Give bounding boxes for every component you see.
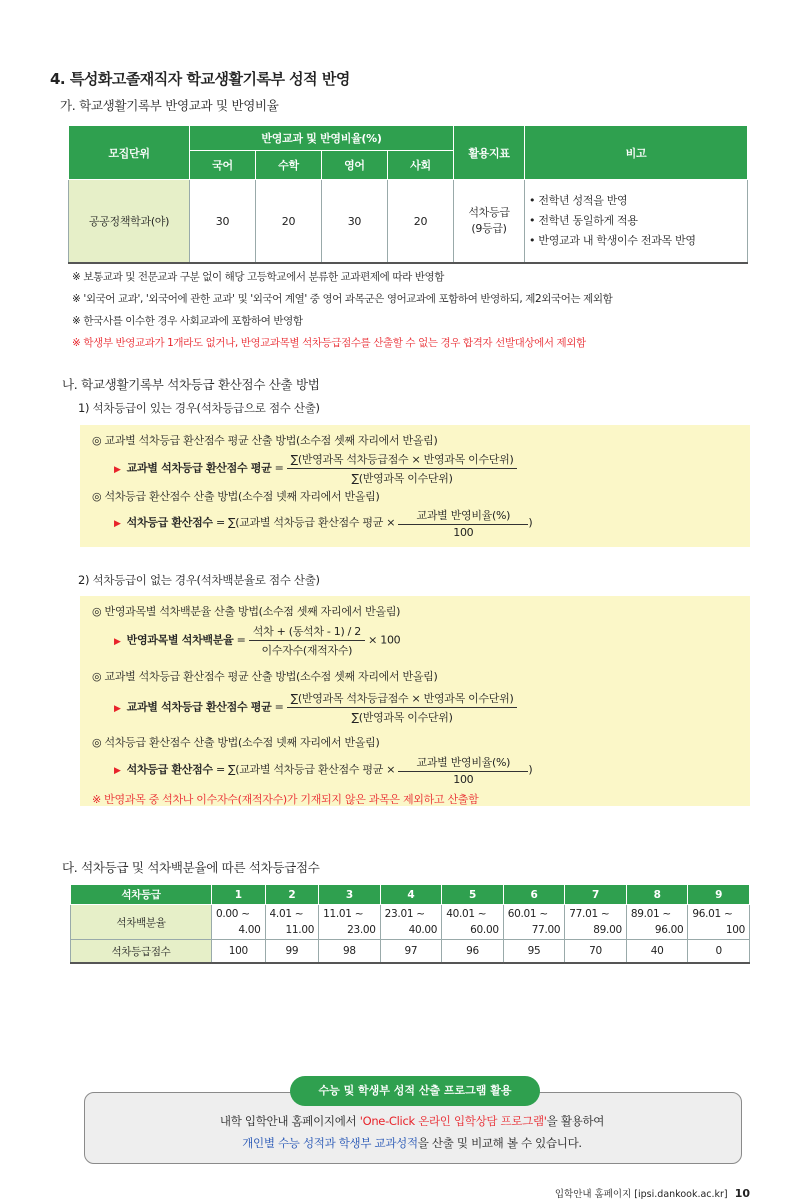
grade-6: 6 (503, 885, 565, 905)
score-cell: 0 (688, 940, 750, 964)
equals-sign: = (215, 516, 225, 529)
case1-box (80, 425, 750, 547)
section-ga-title: 가. 학교생활기록부 반영교과 및 반영비율 (60, 98, 279, 113)
pct-to: 11.00 (285, 924, 315, 936)
header-math: 수학 (255, 151, 321, 180)
header-remark: 비고 (525, 126, 748, 180)
equals-sign: = (274, 700, 284, 714)
case2-box (80, 596, 750, 806)
pct-cell (503, 905, 565, 940)
promo-l2-a: 개인별 수능 성적과 학생부 교과성적 (242, 1136, 418, 1150)
pct-from: 23.01 ~ (384, 908, 425, 920)
grade-9: 9 (688, 885, 750, 905)
header-grade: 석차등급 (71, 885, 212, 905)
score-cell: 40 (626, 940, 688, 964)
grade-5: 5 (442, 885, 504, 905)
case1-conv-method: ◎ 석차등급 환산점수 산출 방법(소수점 넷째 자리에서 반올림) (92, 490, 380, 503)
header-social: 사회 (387, 151, 453, 180)
header-subjects: 반영교과 및 반영비율(%) (190, 126, 454, 151)
section-na-title: 나. 학교생활기록부 석차등급 환산점수 산출 방법 (62, 377, 320, 392)
page-footer (555, 1186, 750, 1200)
promo-line-2 (84, 1132, 740, 1154)
triangle-icon: ▶ (114, 464, 121, 475)
avg-numerator: ∑(반영과목 석차등급점수 × 반영과목 이수단위) (287, 451, 518, 469)
row-label-score: 석차등급점수 (71, 940, 212, 964)
promo-title-pill: 수능 및 학생부 성적 산출 프로그램 활용 (290, 1076, 540, 1106)
ratio-math: 20 (255, 180, 321, 264)
score-cell: 99 (265, 940, 319, 964)
conv-sum: ∑(교과별 석차등급 환산점수 평균 × (228, 763, 396, 776)
index-line-1: 석차등급 (468, 206, 510, 219)
triangle-icon: ▶ (114, 766, 121, 776)
pct-from: 11.01 ~ (323, 908, 364, 920)
triangle-icon: ▶ (114, 636, 121, 647)
ratio-korean: 30 (190, 180, 256, 264)
grade-1: 1 (212, 885, 266, 905)
case1-title: 1) 석차등급이 있는 경우(석차등급으로 점수 산출) (78, 401, 320, 415)
equals-sign: = (274, 461, 284, 475)
avg-denominator: ∑(반영과목 이수단위) (351, 472, 453, 485)
grade-2: 2 (265, 885, 319, 905)
unit-cell: 공공정책학과(야) (69, 180, 190, 264)
remark-1: • 전학년 성적을 반영 (529, 194, 628, 207)
pct-to: 100 (725, 924, 745, 936)
pct-to: 77.00 (531, 924, 561, 936)
case1-conv-formula (114, 507, 532, 539)
case2-title: 2) 석차등급이 없는 경우(석차백분율로 점수 산출) (78, 573, 320, 587)
score-cell: 97 (380, 940, 442, 964)
promo-line-1 (84, 1110, 740, 1132)
header-index: 활용지표 (454, 126, 525, 180)
pct-cell (265, 905, 319, 940)
note-1: ※ 보통교과 및 전문교과 구분 없이 해당 고등학교에서 분류한 교과편제에 따라 반영함 (72, 271, 444, 283)
case2-avg-formula (114, 690, 517, 725)
case2-conv-formula (114, 754, 532, 786)
grade-4: 4 (380, 885, 442, 905)
score-cell: 95 (503, 940, 565, 964)
pct-from: 0.00 ~ (216, 908, 250, 920)
case2-note: ※ 반영과목 중 석차나 이수자수(재적자수)가 기재되지 않은 과목은 제외하고 산출함 (92, 793, 479, 806)
equals-sign: = (215, 763, 225, 776)
pct-to: 4.00 (238, 924, 261, 936)
note-2: ※ '외국어 교과', '외국어에 관한 교과' 및 '외국어 계열' 중 영어 과목군은 영어교과에 포함하여 반영하되, 제2외국어는 제외함 (72, 293, 613, 305)
case2-pct-formula (114, 623, 400, 658)
pct-label: 반영과목별 석차백분율 (126, 633, 234, 647)
case1-avg-method: ◎ 교과별 석차등급 환산점수 평균 산출 방법(소수점 셋째 자리에서 반올림) (92, 434, 438, 447)
avg-label: 교과별 석차등급 환산점수 평균 (126, 700, 272, 714)
index-line-2: (9등급) (471, 222, 507, 235)
avg-fraction (287, 451, 518, 486)
pct-cell (565, 905, 627, 940)
pct-from: 96.01 ~ (692, 908, 733, 920)
conv-denominator: 100 (453, 773, 474, 786)
equals-sign: = (236, 633, 246, 647)
pct-fraction (249, 623, 365, 658)
pct-cell (626, 905, 688, 940)
close-paren: ) (528, 516, 533, 529)
subject-ratio-table (68, 125, 748, 264)
avg-numerator: ∑(반영과목 석차등급점수 × 반영과목 이수단위) (287, 690, 518, 708)
pct-to: 40.00 (408, 924, 438, 936)
grade-score-table (70, 884, 750, 964)
header-english: 영어 (321, 151, 387, 180)
case1-avg-formula (114, 451, 517, 486)
triangle-icon: ▶ (114, 703, 121, 714)
score-cell: 96 (442, 940, 504, 964)
note-red: ※ 학생부 반영교과가 1개라도 없거나, 반영교과목별 석차등급점수를 산출할 수 없는 경우 합격자 선발대상에서 제외함 (72, 337, 586, 349)
ratio-social: 20 (387, 180, 453, 264)
pct-multiplier: × 100 (368, 633, 401, 647)
promo-l2-b: 을 산출 및 비교해 볼 수 있습니다. (417, 1136, 582, 1150)
close-paren: ) (528, 763, 533, 776)
page-number: 10 (734, 1187, 750, 1200)
row-label-percentile: 석차백분율 (71, 905, 212, 940)
pct-denominator: 이수자수(재적자수) (261, 644, 353, 657)
score-cell: 70 (565, 940, 627, 964)
remark-cell (525, 180, 748, 264)
pct-cell (688, 905, 750, 940)
conv-label: 석차등급 환산점수 (126, 516, 213, 529)
grade-7: 7 (565, 885, 627, 905)
remark-2: • 전학년 동일하게 적용 (529, 214, 638, 227)
header-korean: 국어 (190, 151, 256, 180)
conv-fraction (398, 754, 528, 786)
pct-cell (319, 905, 381, 940)
remark-3: • 반영교과 내 학생이수 전과목 반영 (529, 234, 696, 247)
header-unit: 모집단위 (69, 126, 190, 180)
pct-to: 60.00 (470, 924, 499, 936)
triangle-icon: ▶ (114, 519, 121, 529)
notes-list (72, 266, 612, 354)
footer-text: 입학안내 홈페이지 [ipsi.dankook.ac.kr] (554, 1189, 728, 1200)
score-cell: 100 (212, 940, 266, 964)
pct-from: 40.01 ~ (446, 908, 487, 920)
case2-avg-method: ◎ 교과별 석차등급 환산점수 평균 산출 방법(소수점 셋째 자리에서 반올림) (92, 670, 438, 683)
case2-pct-method: ◎ 반영과목별 석차백분율 산출 방법(소수점 셋째 자리에서 반올림) (92, 605, 401, 618)
pct-from: 77.01 ~ (569, 908, 610, 920)
conv-numerator: 교과별 반영비율(%) (398, 507, 528, 525)
note-3: ※ 한국사를 이수한 경우 사회교과에 포함하여 반영함 (72, 315, 303, 327)
conv-sum: ∑(교과별 석차등급 환산점수 평균 × (228, 516, 396, 529)
case2-conv-method: ◎ 석차등급 환산점수 산출 방법(소수점 넷째 자리에서 반올림) (92, 736, 380, 749)
promo-l1-c: 을 활용하여 (546, 1114, 605, 1128)
ratio-english: 30 (321, 180, 387, 264)
pct-from: 89.01 ~ (630, 908, 671, 920)
promo-program-link[interactable]: 'One-Click 온라인 입학상담 프로그램' (359, 1114, 547, 1128)
pct-to: 23.00 (347, 924, 376, 936)
promo-l1-a: 내학 입학안내 홈페이지에서 (219, 1114, 360, 1128)
pct-from: 60.01 ~ (507, 908, 548, 920)
grade-3: 3 (319, 885, 381, 905)
conv-denominator: 100 (453, 526, 474, 539)
section-da-title: 다. 석차등급 및 석차백분율에 따른 석차등급점수 (62, 860, 320, 875)
pct-cell (380, 905, 442, 940)
pct-to: 96.00 (654, 924, 684, 936)
score-cell: 98 (319, 940, 381, 964)
conv-label: 석차등급 환산점수 (126, 763, 213, 776)
grade-8: 8 (626, 885, 688, 905)
conv-fraction (398, 507, 528, 539)
pct-numerator: 석차 + (동석차 - 1) / 2 (249, 623, 365, 641)
avg-label: 교과별 석차등급 환산점수 평균 (126, 461, 272, 475)
pct-to: 89.00 (593, 924, 622, 936)
pct-from: 4.01 ~ (269, 908, 304, 920)
conv-numerator: 교과별 반영비율(%) (398, 754, 528, 772)
avg-fraction (287, 690, 518, 725)
avg-denominator: ∑(반영과목 이수단위) (351, 711, 453, 724)
section-heading: 4. 특성화고졸재직자 학교생활기록부 성적 반영 (50, 70, 350, 88)
pct-cell (442, 905, 504, 940)
pct-cell (212, 905, 266, 940)
promo-text (84, 1110, 740, 1154)
index-cell (454, 180, 525, 264)
